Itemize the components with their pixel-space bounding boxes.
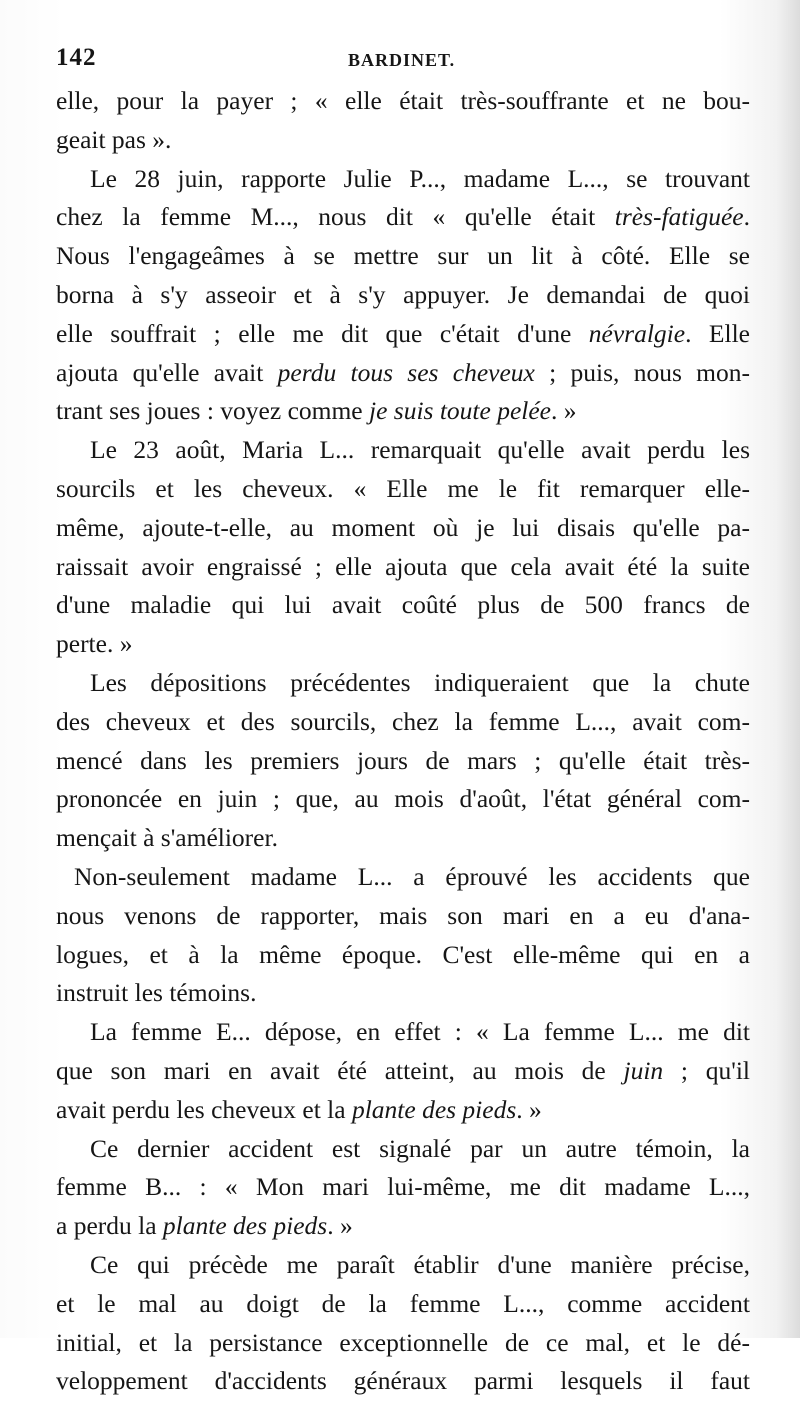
- text-line: [56, 315, 750, 354]
- text-run: avait perdu les cheveux et la: [56, 1094, 352, 1124]
- text-run: . »: [327, 1211, 353, 1241]
- text-run: elle, pour la payer ; « elle était très-souffrante et ne bou-: [56, 86, 750, 115]
- text-line: [56, 819, 750, 858]
- running-title: BARDINET.: [348, 50, 456, 70]
- text-run: geait pas ».: [56, 124, 172, 154]
- text-run: trant ses joues : voyez comme: [56, 396, 369, 426]
- text-run: La femme E... dépose, en effet : « La femme L... me dit: [90, 1017, 750, 1047]
- text-line: [56, 1207, 750, 1246]
- text-block: [56, 82, 750, 1401]
- text-run: . Elle: [685, 318, 750, 348]
- text-line: [56, 82, 750, 121]
- text-run: Le 23 août, Maria L... remarquait qu'elle avait perdu les: [90, 435, 750, 465]
- text-line: [56, 858, 750, 897]
- text-line: [56, 1324, 750, 1363]
- text-run: d'une maladie qui lui avait coûté plus de 500 francs de: [56, 590, 750, 620]
- text-run: veloppement d'accidents généraux parmi lesquels il faut: [56, 1366, 750, 1396]
- page-number: 142: [56, 44, 97, 71]
- text-run: .: [743, 202, 750, 232]
- text-line: [56, 936, 750, 975]
- text-line: [56, 897, 750, 936]
- text-run: Le 28 juin, rapporte Julie P..., madame L..., se trouvant: [90, 163, 750, 193]
- text-run: instruit les témoins.: [56, 978, 257, 1008]
- text-line: [56, 1285, 750, 1324]
- text-run: mencé dans les premiers jours de mars ; qu'elle était très-: [56, 745, 750, 775]
- text-line: [56, 664, 750, 703]
- text-run: . »: [551, 396, 577, 426]
- text-line: [56, 548, 750, 587]
- text-run: initial, et la persistance exceptionnelle de ce mal, et le dé-: [56, 1327, 750, 1357]
- text-run: Ce dernier accident est signalé par un autre témoin, la: [90, 1133, 750, 1163]
- text-line: [56, 509, 750, 548]
- text-run: chez la femme M..., nous dit « qu'elle était: [56, 202, 615, 232]
- text-line: [56, 586, 750, 625]
- text-run: elle souffrait ; elle me dit que c'était d'une: [56, 318, 589, 348]
- text-run: Non-seulement madame L... a éprouvé les accidents que: [74, 861, 750, 891]
- body-text: [56, 82, 750, 1401]
- text-run: ; qu'il: [663, 1055, 750, 1085]
- text-run: sourcils et les cheveux. « Elle me le fit remarquer elle-: [56, 473, 750, 503]
- text-line: [56, 1130, 750, 1169]
- italic-phrase: perdu tous ses cheveux: [277, 357, 535, 387]
- text-line: [56, 1052, 750, 1091]
- page-header: [56, 44, 746, 78]
- text-run: mençait à s'améliorer.: [56, 823, 278, 853]
- text-line: [56, 160, 750, 199]
- text-line: [56, 974, 750, 1013]
- text-line: [56, 276, 750, 315]
- text-line: [56, 121, 750, 160]
- italic-phrase: je suis toute pelée: [369, 396, 551, 426]
- text-run: femme B... : « Mon mari lui-même, me dit madame L...,: [56, 1172, 750, 1202]
- text-line: [56, 1246, 750, 1285]
- text-line: [56, 237, 750, 276]
- text-line: [56, 354, 750, 393]
- text-run: Ce qui précède me paraît établir d'une manière précise,: [90, 1249, 750, 1279]
- text-run: que son mari en avait été atteint, au mois de: [56, 1055, 624, 1085]
- text-line: [56, 742, 750, 781]
- text-run: des cheveux et des sourcils, chez la femme L..., avait com-: [56, 706, 750, 736]
- text-run: ; puis, nous mon-: [534, 357, 751, 387]
- italic-phrase: juin: [623, 1055, 664, 1085]
- text-run: raissait avoir engraissé ; elle ajouta que cela avait été la suite: [56, 551, 750, 581]
- text-run: borna à s'y asseoir et à s'y appuyer. Je demandai de quoi: [56, 279, 750, 309]
- text-line: [56, 392, 750, 431]
- text-run: nous venons de rapporter, mais son mari en a eu d'ana-: [56, 900, 750, 930]
- text-line: [56, 1091, 750, 1130]
- text-line: [56, 431, 750, 470]
- text-run: ajouta qu'elle avait: [56, 357, 278, 387]
- text-line: [56, 1168, 750, 1207]
- text-line: [56, 198, 750, 237]
- text-run: Les dépositions précédentes indiqueraient que la chute: [90, 667, 750, 697]
- text-run: . »: [516, 1094, 542, 1124]
- italic-phrase: très-fatiguée: [614, 202, 744, 232]
- text-run: a perdu la: [56, 1211, 163, 1241]
- italic-phrase: plante des pieds: [162, 1211, 328, 1241]
- text-run: logues, et à la même époque. C'est elle-même qui en a: [56, 939, 750, 969]
- text-line: [56, 625, 750, 664]
- text-run: perte. »: [56, 629, 133, 659]
- text-line: [56, 780, 750, 819]
- text-line: [56, 470, 750, 509]
- text-run: même, ajoute-t-elle, au moment où je lui disais qu'elle pa-: [56, 512, 750, 542]
- italic-phrase: plante des pieds: [351, 1094, 517, 1124]
- text-line: [56, 1362, 750, 1401]
- text-run: prononcée en juin ; que, au mois d'août, l'état général com-: [56, 784, 750, 814]
- text-line: [56, 703, 750, 742]
- text-run: Nous l'engageâmes à se mettre sur un lit à côté. Elle se: [56, 241, 750, 271]
- text-run: et le mal au doigt de la femme L..., comme accident: [56, 1288, 750, 1318]
- italic-phrase: névralgie: [588, 318, 686, 348]
- text-line: [56, 1013, 750, 1052]
